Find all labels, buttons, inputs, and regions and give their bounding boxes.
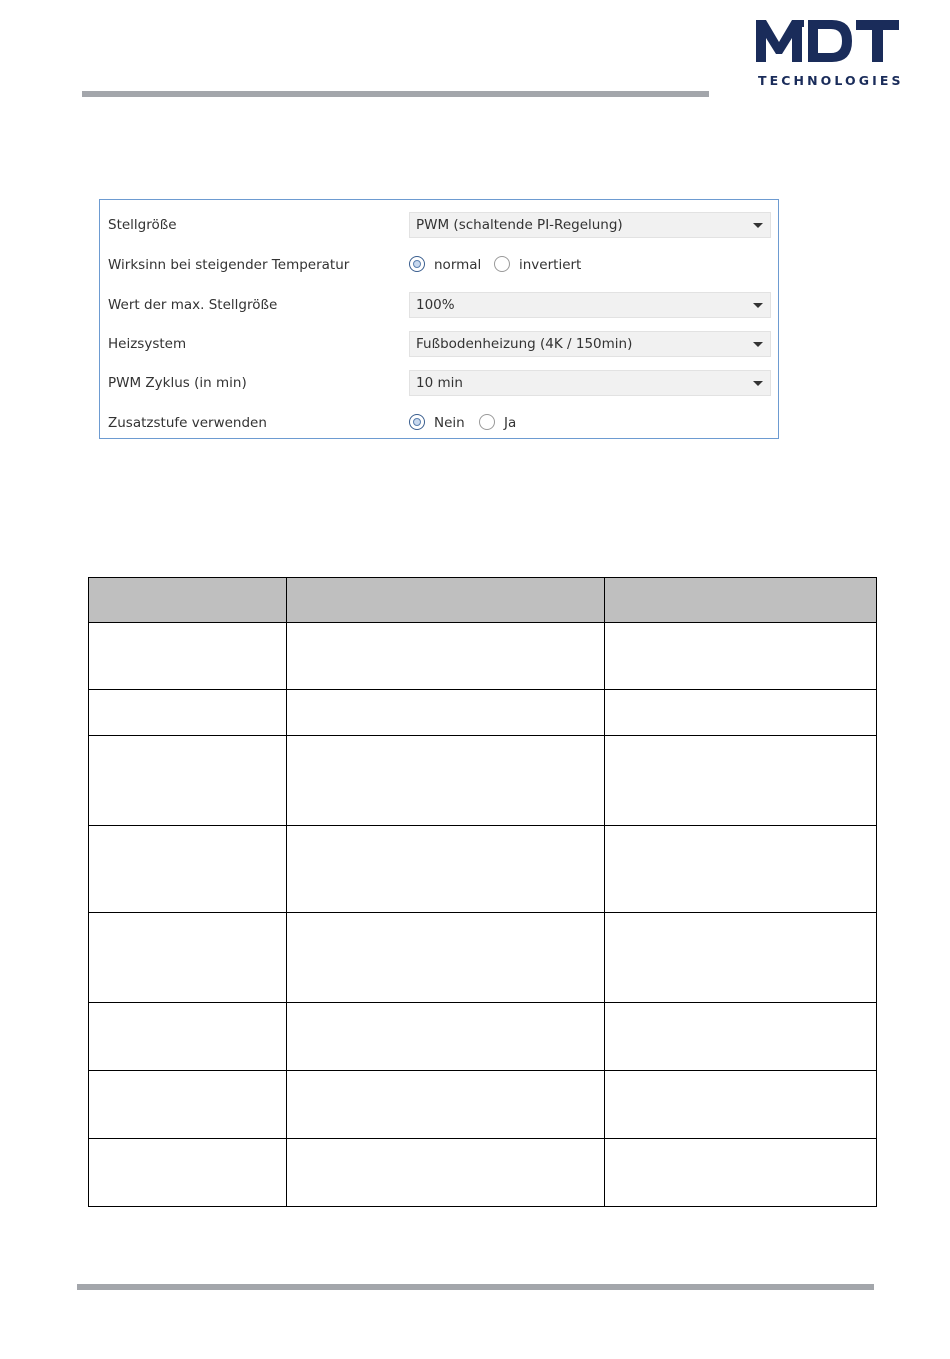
setting-row-wirksinn xyxy=(100,250,780,280)
table-cell xyxy=(89,913,287,1003)
table-cell xyxy=(605,1071,877,1139)
radio-label: invertiert xyxy=(519,257,582,273)
select-value: 10 min xyxy=(416,375,463,391)
table-header-row xyxy=(89,578,877,623)
table-cell xyxy=(605,1139,877,1207)
table-cell xyxy=(89,1003,287,1071)
table-cell xyxy=(605,736,877,826)
radio-label: Ja xyxy=(504,415,517,431)
table-row xyxy=(89,736,877,826)
table-cell xyxy=(287,913,605,1003)
radio-checked-icon[interactable] xyxy=(409,256,425,272)
table-row xyxy=(89,1003,877,1071)
table-cell xyxy=(287,736,605,826)
table-cell xyxy=(287,623,605,690)
footer-divider xyxy=(77,1284,874,1290)
setting-label: Zusatzstufe verwenden xyxy=(108,415,267,431)
table-cell xyxy=(287,1139,605,1207)
table-cell xyxy=(287,826,605,913)
table-row xyxy=(89,1071,877,1139)
setting-row-zusatzstufe xyxy=(100,408,780,438)
radio-unchecked-icon[interactable] xyxy=(494,256,510,272)
header-divider xyxy=(82,91,709,97)
logo-subtext: TECHNOLOGIES xyxy=(758,73,904,88)
table-cell xyxy=(89,1071,287,1139)
table-cell xyxy=(287,690,605,736)
table-cell xyxy=(89,690,287,736)
radio-unchecked-icon[interactable] xyxy=(479,414,495,430)
table-cell xyxy=(287,1071,605,1139)
table-cell xyxy=(605,913,877,1003)
table-cell xyxy=(89,736,287,826)
table-row xyxy=(89,913,877,1003)
chevron-down-icon xyxy=(753,381,763,386)
chevron-down-icon xyxy=(753,223,763,228)
table-row xyxy=(89,826,877,913)
setting-label: PWM Zyklus (in min) xyxy=(108,375,247,391)
stellgroesse-select[interactable] xyxy=(409,212,771,238)
heizsystem-select[interactable] xyxy=(409,331,771,357)
table-header-cell xyxy=(89,578,287,623)
chevron-down-icon xyxy=(753,342,763,347)
table-row xyxy=(89,690,877,736)
table-cell xyxy=(287,1003,605,1071)
max-stellgroesse-select[interactable] xyxy=(409,292,771,318)
table-cell xyxy=(605,623,877,690)
pwm-zyklus-select[interactable] xyxy=(409,370,771,396)
chevron-down-icon xyxy=(753,303,763,308)
select-value: PWM (schaltende PI-Regelung) xyxy=(416,217,623,233)
radio-label: normal xyxy=(434,257,482,273)
setting-label: Stellgröße xyxy=(108,217,177,233)
parameter-table xyxy=(88,577,877,1207)
table-cell xyxy=(605,826,877,913)
setting-label: Wert der max. Stellgröße xyxy=(108,297,278,313)
table-header-cell xyxy=(605,578,877,623)
table-cell xyxy=(605,690,877,736)
table-cell xyxy=(89,826,287,913)
setting-row-pwm-zyklus xyxy=(100,368,780,398)
mdt-logo xyxy=(756,16,904,90)
table-row xyxy=(89,1139,877,1207)
radio-label: Nein xyxy=(434,415,465,431)
table-row xyxy=(89,623,877,690)
table-header-cell xyxy=(287,578,605,623)
table-cell xyxy=(89,623,287,690)
setting-row-heizsystem xyxy=(100,329,780,359)
radio-checked-icon[interactable] xyxy=(409,414,425,430)
table-cell xyxy=(605,1003,877,1071)
mdt-logo-icon xyxy=(756,16,901,66)
select-value: 100% xyxy=(416,297,455,313)
select-value: Fußbodenheizung (4K / 150min) xyxy=(416,336,633,352)
settings-panel xyxy=(99,199,779,439)
table-cell xyxy=(89,1139,287,1207)
setting-row-stellgroesse xyxy=(100,210,780,240)
setting-row-max-stellgroesse xyxy=(100,290,780,320)
setting-label: Wirksinn bei steigender Temperatur xyxy=(108,257,350,273)
setting-label: Heizsystem xyxy=(108,336,187,352)
